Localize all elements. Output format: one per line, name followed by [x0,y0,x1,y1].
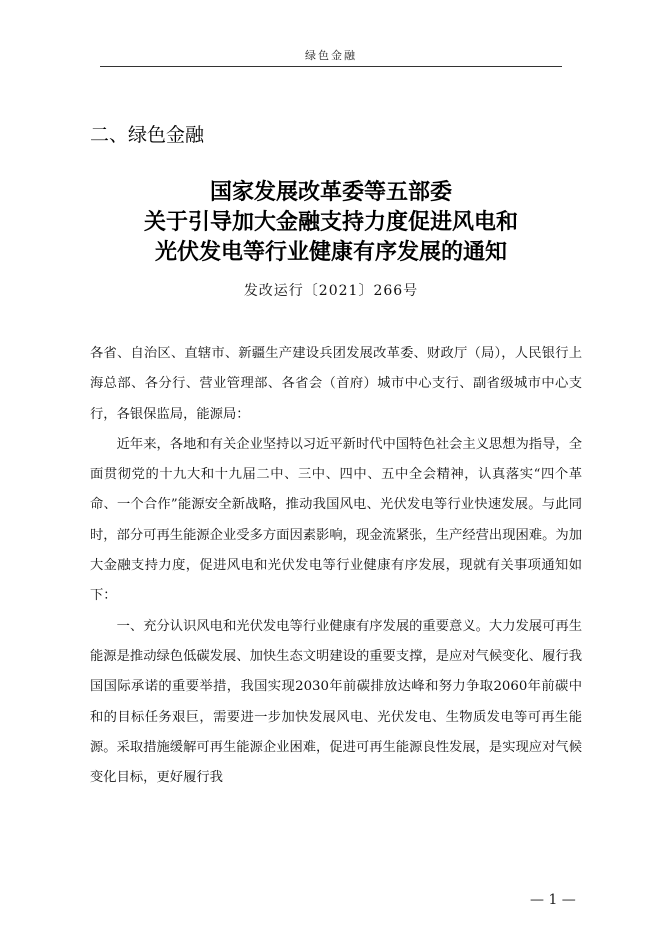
running-header: 绿色金融 [305,49,357,62]
title-line-3: 光伏发电等行业健康有序发展的通知 [154,239,507,265]
intro-paragraph: 近年来，各地和有关企业坚持以习近平新时代中国特色社会主义思想为指导，全面贯彻党的十九大和十九届二中、三中、四中、五中全会精神，认真落实“四个革命、一个合作”能源安全新战略，推动我国风电、光伏发电等行业快速发展。与此同时，部分可再生能源企业受多方面因素影响，现金流紧张，生产经营出现困难。为加大金融支持力度，促进风电和光伏发电等行业健康有序发展，现就有关事项通知如下： [90,436,582,604]
title-line-1: 国家发展改革委等五部委 [209,179,452,205]
addressee-paragraph: 各省、自治区、直辖市、新疆生产建设兵团发展改革委、财政厅（局），人民银行上海总部、各分行、营业管理部、各省会（首府）城市中心支行、副省级城市中心支行，各银保监局，能源局： [90,346,582,422]
section-one-paragraph: 一、充分认识风电和光伏发电等行业健康有序发展的重要意义。大力发展可再生能源是推动绿色低碳发展、加快生态文明建设的重要支撑，是应对气候变化、履行我国国际承诺的重要举措，我国实现2030年前碳排放达峰和努力争取2060年前碳中和的目标任务艰巨，需要进一步加快发展风电、光伏发电、生物质发电等可再生能源。采取措施缓解可再生能源企业困难，促进可再生能源良性发展，是实现应对气候变化目标，更好履行我 [90,618,582,786]
header-rule [100,66,562,67]
title-line-2: 关于引导加大金融支持力度促进风电和 [143,209,518,235]
document-title [0,177,662,267]
document-body [90,339,582,793]
document-number: 发改运行〔2021〕266号 [243,283,419,299]
section-heading: 二、绿色金融 [90,124,205,146]
page-number: — 1 — [530,892,576,908]
